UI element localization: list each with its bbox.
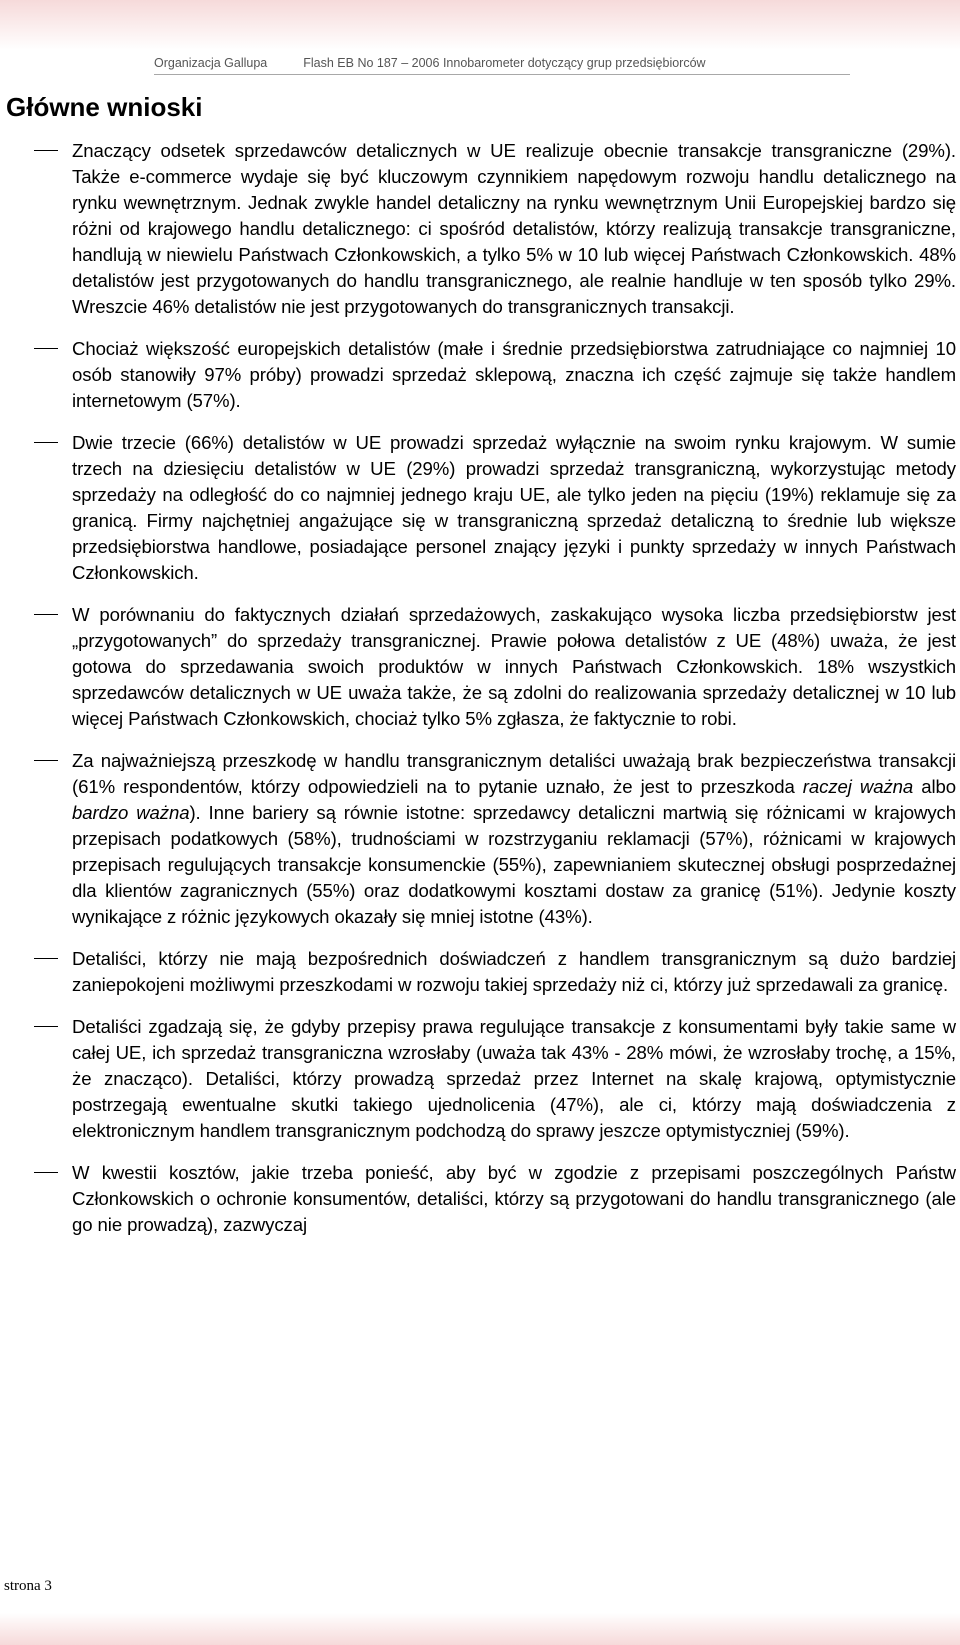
page-number: strona 3 <box>4 1578 52 1594</box>
dash-bullet-icon <box>34 614 58 615</box>
finding-text: Chociaż większość europejskich detalistów (małe i średnie przedsiębiorstwa zatrudniające co najmniej 10 osób stanowiły 97% próby) prowadzi sprzedaż sklepową, znaczna ich część zajmuje się także handlem internetowym (57%). <box>72 338 956 411</box>
running-header <box>154 56 850 75</box>
page-title: Główne wnioski <box>6 92 203 122</box>
finding-item-1 <box>0 138 960 320</box>
finding-item-3 <box>0 430 960 586</box>
finding-text: Detaliści zgadzają się, że gdyby przepisy prawa regulujące transakcje z konsumentami były takie same w całej UE, ich sprzedaż transgraniczna wzrosłaby (uważa tak 43% - 28% mówi, że wzrosłaby trochę, a 15%, że znacząco). Detaliści, którzy prowadzą sprzedaż przez Internet na skalę krajową, optymistycznie postrzegają ewentualne skutki takiego ujednolicenia (47%), ale ci, którzy mają doświadczenia z elektronicznym handlem transgranicznym podchodzą do sprawy jeszcze optymistyczniej (59%). <box>72 1016 956 1141</box>
finding-text-part: albo <box>913 776 956 797</box>
dash-bullet-icon <box>34 1172 58 1173</box>
finding-text <box>72 748 956 930</box>
finding-italic-phrase: bardzo ważna <box>72 802 190 823</box>
finding-item-7 <box>0 1014 960 1144</box>
dash-bullet-icon <box>34 958 58 959</box>
dash-bullet-icon <box>34 760 58 761</box>
finding-item-2 <box>0 336 960 414</box>
header-organization: Organizacja Gallupa <box>154 56 268 70</box>
finding-text: Detaliści, którzy nie mają bezpośrednich doświadczeń z handlem transgranicznym są dużo bardziej zaniepokojeni możliwymi przeszkodami w rozwoju takiej sprzedaży niż ci, którzy już sprzedawali za granicę. <box>72 948 956 995</box>
header-report-title: Flash EB No 187 – 2006 Innobarometer dotyczący grup przedsiębiorców <box>303 56 706 70</box>
finding-text: Znaczący odsetek sprzedawców detalicznych w UE realizuje obecnie transakcje transgraniczne (29%). Także e-commerce wydaje się być kluczowym czynnikiem napędowym rozwoju handlu detalicznego na rynku wewnętrznym. Jednak zwykle handel detaliczny na rynku wewnętrznym Unii Europejskiej bardzo się różni od krajowego handlu detalicznego: ci spośród detalistów, którzy realizują transakcje transgraniczne, handlują w niewielu Państwach Członkowskich, a tylko 5% w 10 lub więcej Państwach Członkowskich. 48% detalistów jest przygotowanych do handlu transgranicznego, ale realnie handluje w ten sposób tylko 29%. Wreszcie 46% detalistów nie jest przygotowanych do transgranicznych transakcji. <box>72 140 956 317</box>
finding-item-4 <box>0 602 960 732</box>
finding-item-5 <box>0 748 960 930</box>
finding-text: W porównaniu do faktycznych działań sprzedażowych, zaskakująco wysoka liczba przedsiębiorstw jest „przygotowanych” do sprzedaży transgranicznej. Prawie połowa detalistów z UE (48%) uważa, że jest gotowa do sprzedawania swoich produktów w innych Państwach Członkowskich. 18% wszystkich sprzedawców detalicznych w UE uważa także, że są zdolni do realizowania sprzedaży detalicznej w 10 lub więcej Państwach Członkowskich, chociaż tylko 5% zgłasza, że faktycznie to robi. <box>72 604 956 729</box>
finding-italic-phrase: raczej ważna <box>802 776 914 797</box>
finding-text: Dwie trzecie (66%) detalistów w UE prowadzi sprzedaż wyłącznie na swoim rynku krajowym. W sumie trzech na dziesięciu detalistów w UE (29%) prowadzi sprzedaż transgraniczną, wykorzystując metody sprzedaży na odległość do co najmniej jednego kraju UE, ale tylko jeden na pięciu (19%) reklamuje się za granicą. Firmy najchętniej angażujące się w transgraniczną sprzedaż detaliczną to średnie lub większe przedsiębiorstwa handlowe, posiadające personel znający języki i punkty sprzedaży w innych Państwach Członkowskich. <box>72 432 956 583</box>
bottom-decorative-band <box>0 1613 960 1645</box>
findings-list <box>0 138 960 1254</box>
finding-text-part: Za najważniejszą przeszkodę w handlu transgranicznym detaliści uważają brak bezpieczeństwa transakcji (61% respondentów, którzy odpowiedzieli na to pytanie uznało, że jest to przeszkoda <box>72 750 956 797</box>
dash-bullet-icon <box>34 442 58 443</box>
finding-text: W kwestii kosztów, jakie trzeba ponieść, aby być w zgodzie z przepisami poszczególnych Państw Członkowskich o ochronie konsumentów, detaliści, którzy są przygotowani do handlu transgranicznego (ale go nie prowadzą), zazwyczaj <box>72 1162 956 1235</box>
dash-bullet-icon <box>34 150 58 151</box>
finding-item-6 <box>0 946 960 998</box>
dash-bullet-icon <box>34 348 58 349</box>
top-decorative-band <box>0 0 960 50</box>
finding-item-8 <box>0 1160 960 1238</box>
finding-text-part: ). Inne bariery są równie istotne: sprzedawcy detaliczni martwią się różnicami w krajowych przepisach podatkowych (58%), trudnościami w rozstrzyganiu reklamacji (57%), różnicami w krajowych przepisach regulujących transakcje konsumenckie (55%), zapewnianiem skutecznej obsługi posprzedażnej dla klientów zagranicznych (55%) oraz dodatkowymi kosztami dostaw za granicę (51%). Jedynie koszty wynikające z różnic językowych okazały się mniej istotne (43%). <box>72 802 956 927</box>
dash-bullet-icon <box>34 1026 58 1027</box>
